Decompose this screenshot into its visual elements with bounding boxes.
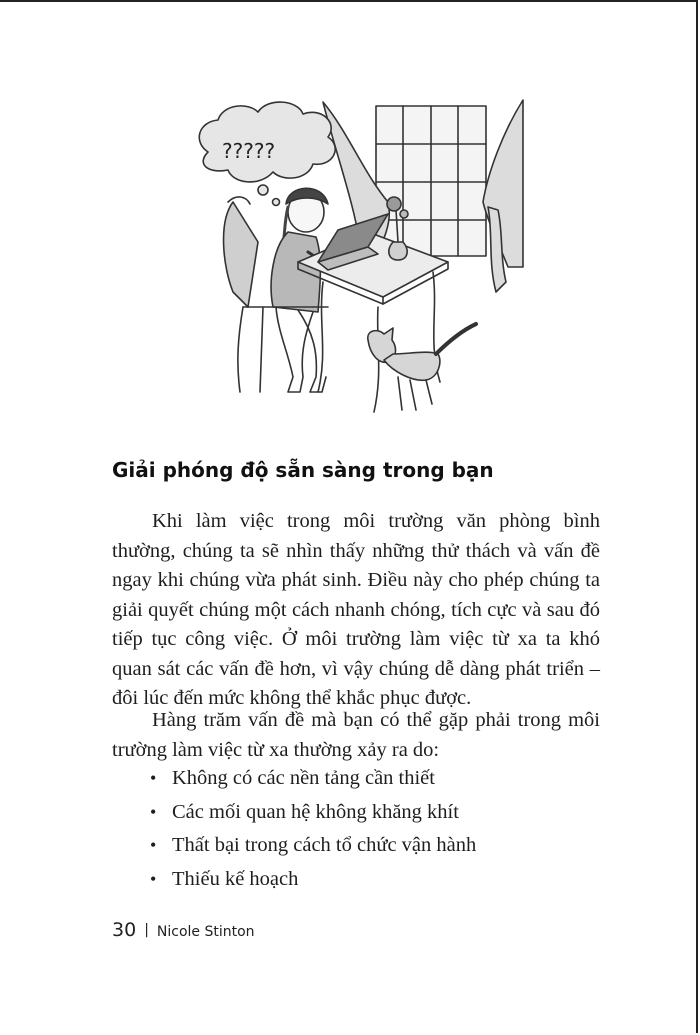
bullet-icon: • <box>150 835 157 855</box>
list-item-text: Thất bại trong cách tổ chức vận hành <box>172 834 477 856</box>
cat-icon <box>368 324 476 410</box>
section-heading: Giải phóng độ sẵn sàng trong bạn <box>112 458 494 482</box>
list-item <box>150 865 476 899</box>
woman-at-laptop-with-cat-illustration <box>188 92 533 427</box>
list-item-text: Thiếu kế hoạch <box>172 867 299 890</box>
bullet-icon: • <box>150 868 157 889</box>
body-paragraph-2: Hàng trăm vấn đề mà bạn có thể gặp phải trong môi trường làm việc từ xa thường xảy ra do: <box>112 709 600 761</box>
bullet-icon: • <box>150 801 157 822</box>
body-paragraph-1: Khi làm việc trong môi trường văn phòng bình thường, chúng ta sẽ nhìn thấy những thử thách và vấn đề ngay khi chúng vừa phát sinh. Điều này cho phép chúng ta giải quyết chúng một cách nhanh chóng, tích cực và sau đó tiếp tục công việc. Ở môi trường làm việc từ xa ta khó quan sát các vấn đề hơn, vì vậy chúng dễ dàng phát triển – đôi lúc đến mức không thể khắc phục được. <box>112 510 600 709</box>
window-icon <box>376 106 486 256</box>
question-marks: ????? <box>222 139 276 163</box>
list-item <box>150 798 476 832</box>
author-name: Nicole Stinton <box>156 924 255 940</box>
bullet-list <box>150 764 476 898</box>
list-item-text: Không có các nền tảng cần thiết <box>172 767 435 789</box>
page-number: 30 <box>112 919 137 941</box>
list-item <box>150 831 476 865</box>
list-item-text: Các mối quan hệ không khăng khít <box>172 800 459 823</box>
woman-figure-icon <box>271 188 348 392</box>
page-footer <box>112 919 255 941</box>
footer-separator: | <box>144 922 149 938</box>
bullet-icon: • <box>150 768 157 788</box>
list-item <box>150 764 476 798</box>
